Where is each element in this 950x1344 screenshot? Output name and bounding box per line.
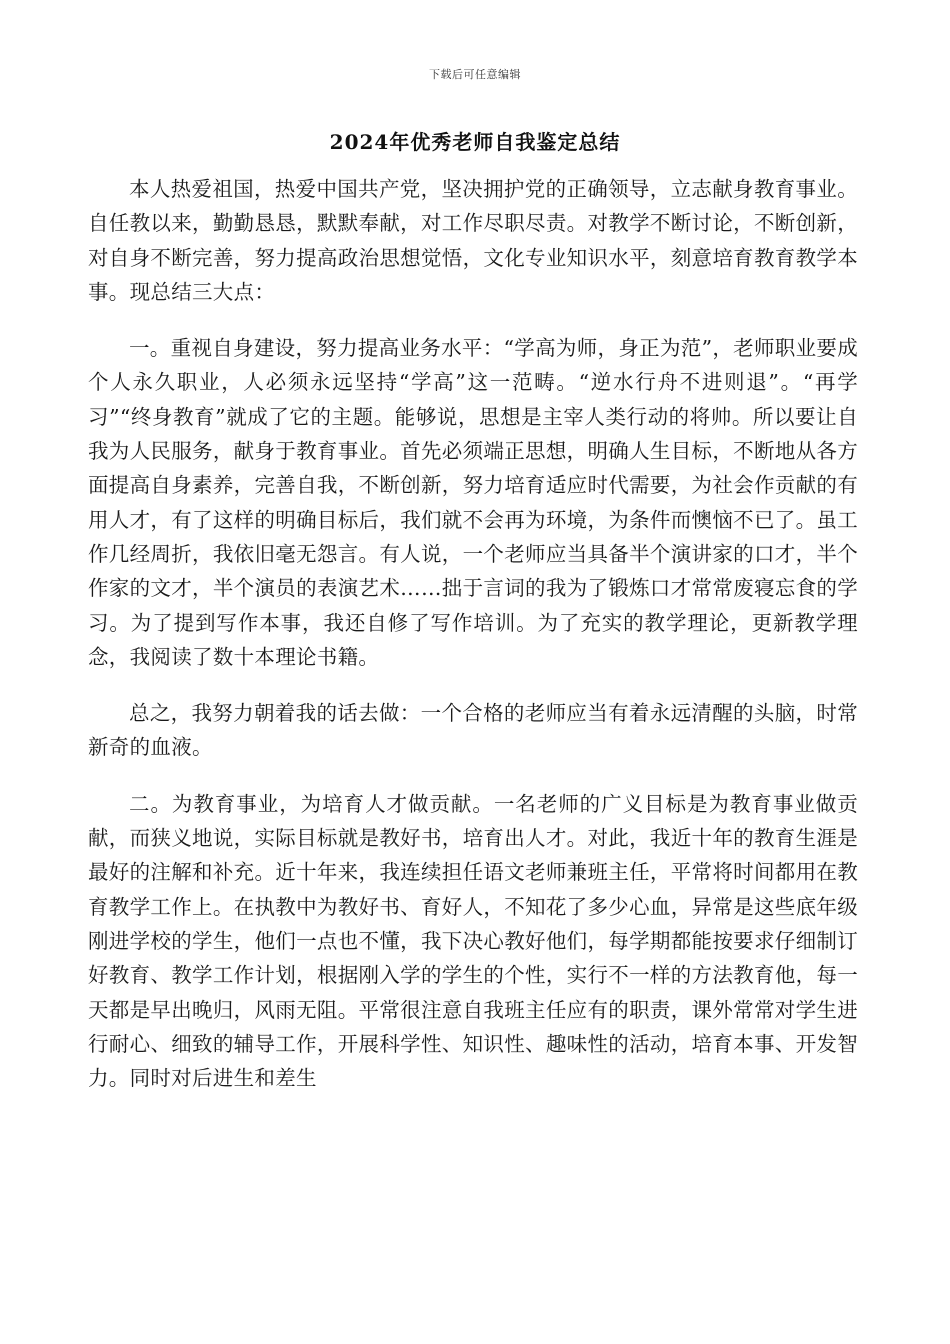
paragraph-point-two: 二。为教育事业，为培育人才做贡献。一名老师的广义目标是为教育事业做贡献，而狭义地说，实际目标就是教好书，培育出人才。对此，我近十年的教育生涯是最好的注解和补充。近十年来，我连续担任语文老师兼班主任，平常将时间都用在教育教学工作上。在执教中为教好书、育好人，不知花了多少心血，异常是这些底年级刚进学校的学生，他们一点也不懂，我下决心教好他们，每学期都能按要求仔细制订好教育、教学工作计划，根据刚入学的学生的个性，实行不一样的方法教育他，每一天都是早出晚归，风雨无阻。平常很注意自我班主任应有的职责，课外常常对学生进行耐心、细致的辅导工作，开展科学性、知识性、趣味性的活动，培育本事、开发智力。同时对后进生和差生: [88, 791, 858, 1091]
document-title: 2024年优秀老师自我鉴定总结: [329, 130, 621, 154]
paragraph-summary: 总之，我努力朝着我的话去做：一个合格的老师应当有着永远清醒的头脑，时常新奇的血液。: [88, 701, 858, 760]
header-note: 下载后可任意编辑: [429, 68, 521, 81]
paragraph-point-one: 一。重视自身建设，努力提高业务水平：“学高为师，身正为范”，老师职业要成个人永久职业，人必须永远坚持“学高”这一范畴。“逆水行舟不进则退”。“再学习”“终身教育”就成了它的主题。能够说，思想是主宰人类行动的将帅。所以要让自我为人民服务，献身于教育事业。首先必须端正思想，明确人生目标，不断地从各方面提高自身素养，完善自我，不断创新，努力培育适应时代需要，为社会作贡献的有用人才，有了这样的明确目标后，我们就不会再为环境，为条件而懊恼不已了。虽工作几经周折，我依旧毫无怨言。有人说，一个老师应当具备半个演讲家的口才，半个作家的文才，半个演员的表演艺术……拙于言词的我为了锻炼口才常常废寝忘食的学习。为了提到写作本事，我还自修了写作培训。为了充实的教学理论，更新教学理念，我阅读了数十本理论书籍。: [88, 336, 858, 669]
document-body: [88, 172, 858, 1117]
paragraph-intro: 本人热爱祖国，热爱中国共产党，坚决拥护党的正确领导，立志献身教育事业。自任教以来，勤勤恳恳，默默奉献，对工作尽职尽责。对教学不断讨论，不断创新，对自身不断完善，努力提高政治思想觉悟，文化专业知识水平，刻意培育教育教学本事。现总结三大点：: [88, 177, 858, 304]
